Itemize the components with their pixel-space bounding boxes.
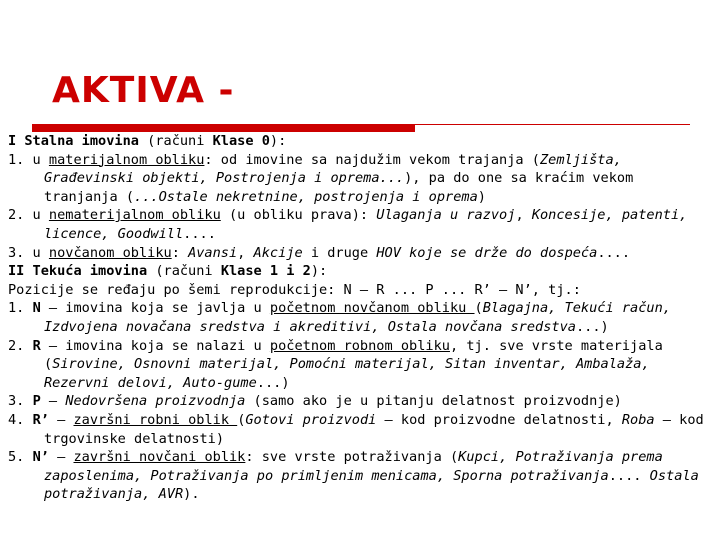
list-item-r: 2. R – imovina koja se nalazi u početnom robnom obliku, tj. sve vrste materijala (Sirovine, Osnovni materijal, Pomoćni materijal, Sitan inventar, Ambalaža, Rezervni delovi, Auto-gume...) bbox=[8, 337, 663, 391]
list-item-monetary: 3. u novčanom obliku: Avansi, Akcije i druge HOV koje se drže do dospeća.... bbox=[8, 244, 631, 261]
slide-body bbox=[8, 132, 708, 504]
list-item-p: 3. P – Nedovršena proizvodnja (samo ako je u pitanju delatnost proizvodnje) bbox=[8, 393, 622, 410]
slide-title: AKTIVA - bbox=[52, 70, 235, 111]
section-heading-fixed-assets: I Stalna imovina (računi Klase 0): bbox=[8, 133, 287, 149]
section-heading-current-assets: II Tekuća imovina (računi Klase 1 i 2): bbox=[8, 263, 328, 280]
title-underline-bar bbox=[32, 124, 415, 132]
list-item-n: 1. N – imovina koja se javlja u početnom novčanom obliku (Blagajna, Tekući račun, Izdvojena novačana sredstva i akreditivi, Ostala novčana sredstva...) bbox=[8, 300, 671, 335]
title-rule-line bbox=[415, 124, 690, 125]
list-item-n-prime: 5. N’ – završni novčani oblik: sve vrste potraživanja (Kupci, Potraživanja prema zaposlenima, Potraživanja po primljenim menicama, Sporna potraživanja.... Ostala potraživanja, AVR). bbox=[8, 449, 699, 503]
reproduction-scheme-line: Pozicije se ređaju po šemi reprodukcije: N – R ... P ... R’ – N’, tj.: bbox=[8, 281, 581, 298]
list-item-intangible: 2. u nematerijalnom obliku (u obliku prava): Ulaganja u razvoj, Koncesije, patenti, licence, Goodwill.... bbox=[8, 207, 688, 242]
list-item-tangible: 1. u materijalnom obliku: od imovine sa najdužim vekom trajanja (Zemljišta, Građevinski objekti, Postrojenja i oprema...), pa do one sa kraćim vekom tranjanja (...Ostale nekretnine, postrojenja i oprema) bbox=[8, 151, 634, 205]
list-item-r-prime: 4. R’ – završni robni oblik (Gotovi proizvodi – kod proizvodne delatnosti, Roba – kod trgovinske delatnosti) bbox=[8, 411, 704, 447]
